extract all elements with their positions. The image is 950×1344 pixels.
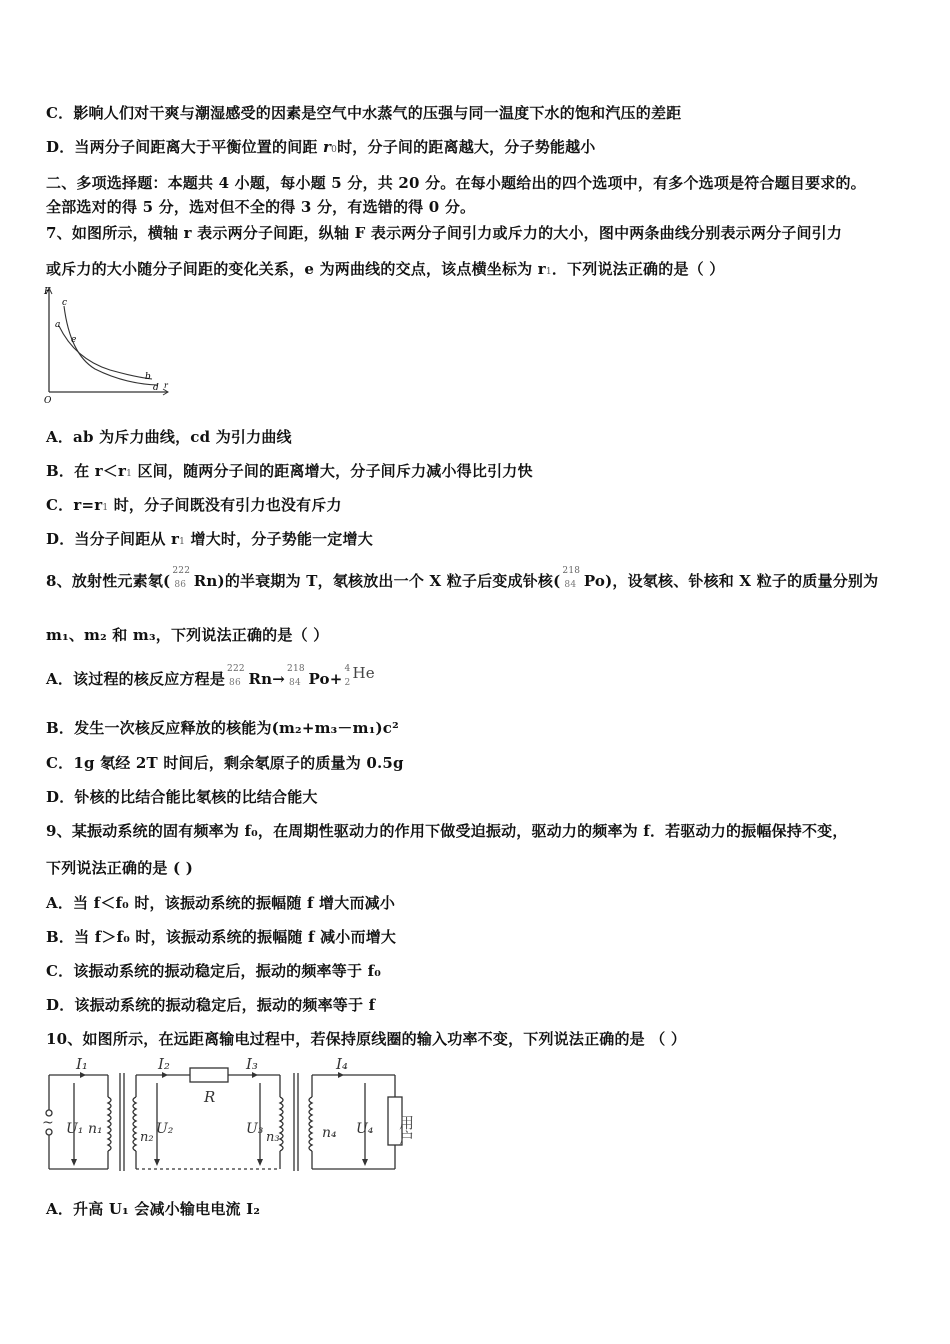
- label-u3: U₃: [246, 1121, 264, 1137]
- q7-option-b: B．在 r＜r1 区间，随两分子间的距离增大，分子间斥力减小得比引力快: [46, 462, 533, 480]
- q10-stem: 10、如图所示，在远距离输电过程中，若保持原线圈的输入功率不变，下列说法正确的是 （ ）: [46, 1030, 687, 1048]
- label-n1: n₁: [88, 1121, 103, 1137]
- label-i1: I₁: [76, 1055, 88, 1073]
- q8-option-c: C．1g 氡经 2T 时间后，剩余氡原子的质量为 0.5g: [46, 754, 404, 772]
- q6-option-c: C．影响人们对干爽与潮湿感受的因素是空气中水蒸气的压强与同一温度下水的饱和汽压的差距: [46, 104, 682, 122]
- q9-option-d: D．该振动系统的振动稳定后，振动的频率等于 f: [46, 996, 376, 1014]
- label-load: 用户: [397, 1115, 415, 1145]
- origin-label: O: [44, 396, 52, 406]
- power-transmission-diagram: [40, 1055, 435, 1177]
- label-u4: U₄: [356, 1121, 374, 1137]
- q6-option-d: D．当两分子间距离大于平衡位置的间距 r0时，分子间的距离越大，分子势能越小: [46, 138, 596, 156]
- q9-stem: 9、某振动系统的固有频率为 f₀，在周期性驱动力的作用下做受迫振动，驱动力的频率为 f．若驱动力的振幅保持不变，: [46, 822, 848, 840]
- curve-label-a: a: [55, 320, 61, 330]
- intersection-label-e: e: [71, 335, 77, 345]
- label-n2: n₂: [140, 1130, 154, 1145]
- label-n3: n₃: [266, 1130, 280, 1145]
- q8-option-a: A．该过程的核反应方程是 222 86 Rn→ 218 84 Po+ 4 2 He: [46, 664, 375, 688]
- label-n4: n₄: [322, 1125, 337, 1141]
- x-axis-label: r: [164, 381, 168, 390]
- q9-option-a: A．当 f＜f₀ 时，该振动系统的振幅随 f 增大而减小: [46, 894, 396, 912]
- label-u2: U₂: [156, 1121, 174, 1137]
- y-axis-label: F: [44, 287, 51, 297]
- q9-option-b: B．当 f＞f₀ 时，该振动系统的振幅随 f 减小而增大: [46, 928, 397, 946]
- label-i2: I₂: [158, 1055, 170, 1073]
- rn-nuclide: 222 86: [172, 566, 191, 590]
- q7-stem: 7、如图所示，横轴 r 表示两分子间距，纵轴 F 表示两分子间引力或斥力的大小，图中两条曲线分别表示两分子间引力: [46, 224, 843, 242]
- force-distance-graph: [40, 284, 175, 406]
- label-i4: I₄: [336, 1055, 348, 1073]
- q7-stem-2: 或斥力的大小随分子间距的变化关系，e 为两曲线的交点，该点横坐标为 r1．下列说法正确的是（ ）: [46, 260, 725, 278]
- curve-label-d: d: [153, 383, 159, 393]
- q7-option-d: D．当分子间距从 r1 增大时，分子势能一定增大: [46, 530, 373, 548]
- q10-option-a: A．升高 U₁ 会减小输电电流 I₂: [46, 1200, 261, 1218]
- q7-option-c: C．r=r1 时，分子间既没有引力也没有斥力: [46, 496, 342, 514]
- label-r: R: [204, 1088, 216, 1106]
- section-heading-2: 全部选对的得 5 分，选对但不全的得 3 分，有选错的得 0 分。: [46, 198, 476, 216]
- q9-stem-2: 下列说法正确的是 ( ): [46, 859, 194, 877]
- po-nuclide: 218 84: [562, 566, 581, 590]
- curve-label-c: c: [62, 298, 68, 308]
- label-u1: U₁: [66, 1121, 84, 1137]
- q8-option-d: D．钋核的比结合能比氡核的比结合能大: [46, 788, 318, 806]
- q8-stem-2: m₁、m₂ 和 m₃，下列说法正确的是（ ）: [46, 626, 329, 644]
- label-i3: I₃: [246, 1055, 258, 1073]
- curve-label-b: b: [145, 372, 151, 382]
- q7-option-a: A．ab 为斥力曲线，cd 为引力曲线: [46, 428, 292, 446]
- q8-stem: 8、放射性元素氡( 222 86 Rn)的半衰期为 T，氡核放出一个 X 粒子后变成钋核( 218 84 Po)，设氡核、钋核和 X 粒子的质量分别为: [46, 568, 878, 596]
- ac-source-symbol: ~: [42, 1115, 54, 1131]
- q9-option-c: C．该振动系统的振动稳定后，振动的频率等于 f₀: [46, 962, 381, 980]
- q8-option-b: B．发生一次核反应释放的核能为(m₂+m₃－m₁)c²: [46, 719, 399, 737]
- section-heading: 二、多项选择题：本题共 4 小题，每小题 5 分，共 20 分。在每小题给出的四个选项中，有多个选项是符合题目要求的。: [46, 174, 866, 192]
